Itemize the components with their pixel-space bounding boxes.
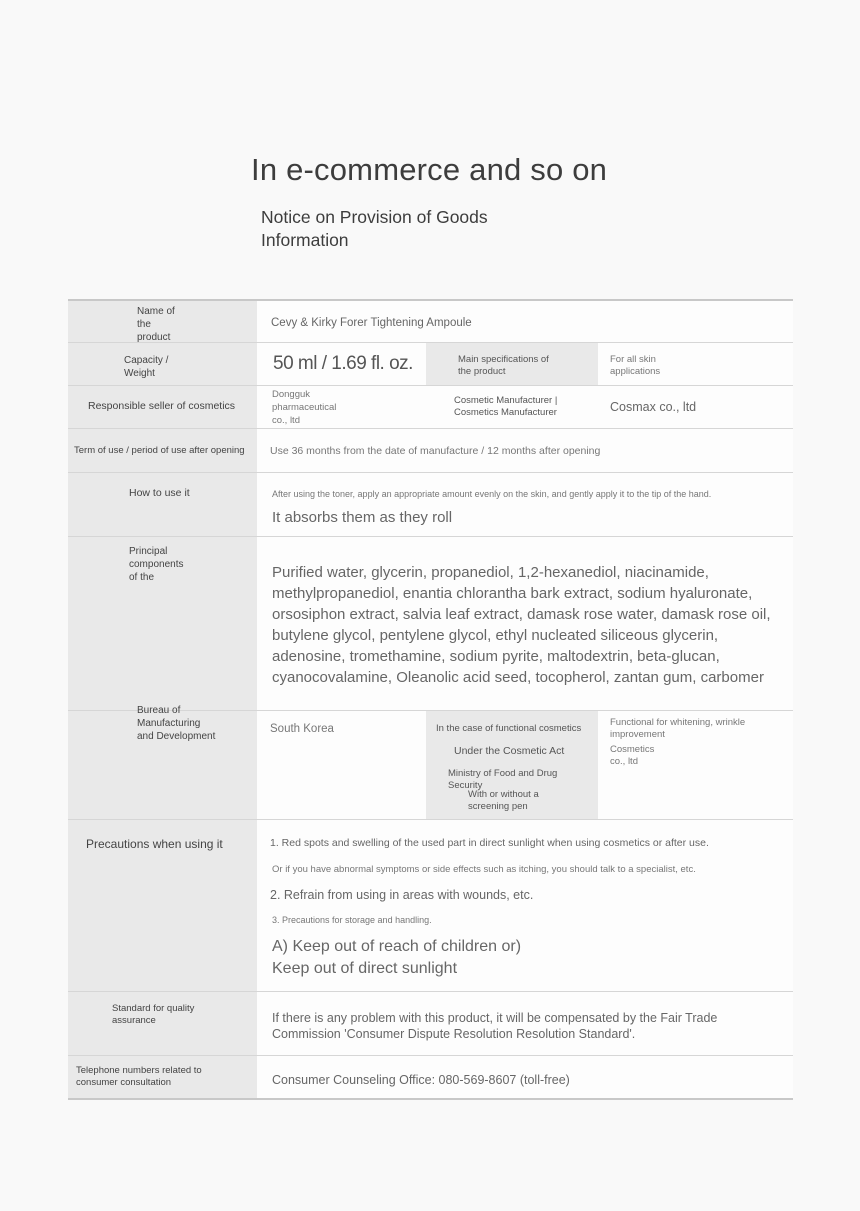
label-seller: Responsible seller of cosmetics [68,386,257,428]
label-main-specifications: Main specifications of the product [426,343,598,385]
row-bureau [68,705,793,820]
value-bureau: South Korea [257,711,426,819]
row-capacity [68,343,793,386]
row-seller [68,386,793,429]
label-principal-components: Principal components of the [68,537,257,710]
row-term-of-use [68,429,793,473]
product-info-table [68,299,793,1100]
value-functional-cosmetics: Functional for whitening, wrinkle improvement Cosmetics co., ltd [598,711,793,819]
label-product-name: Name of the product [68,301,257,342]
page-title: In e-commerce and so on [251,152,608,187]
label-term-of-use: Term of use / period of use after opening [68,429,257,472]
row-principal-components [68,537,793,711]
value-product-name: Cevy & Kirky Forer Tightening Ampoule [257,301,793,342]
label-how-to-use: How to use it [68,473,257,536]
value-consumer-consultation: Consumer Counseling Office: 080-569-8607 (toll-free) [257,1056,793,1098]
value-capacity: 50 ml / 1.69 fl. oz. [257,343,426,385]
page-subtitle: Notice on Provision of Goods Information [261,207,488,250]
row-consumer-consultation [68,1056,793,1098]
value-principal-components: Purified water, glycerin, propanediol, 1,2-hexanediol, niacinamide, methylpropanediol, enantia chlorantha bark extract, sodium hyaluronate, orsosiphon extract, salvia leaf extract, damask rose water, damask rose oil, butylene glycol, pentylene glycol, ethyl nucleated siliceous glycerin, adenosine, tromethamine, sodium pyrite, maltodextrin, beta-glucan, cyanocovalamine, Oleanolic acid seed, tocopherol, zantan gum, carbomer [257,537,793,710]
label-functional-cosmetics: In the case of functional cosmetics Under the Cosmetic Act Ministry of Food and Drug Security With or without a screening pen [426,711,598,819]
label-capacity: Capacity / Weight [68,343,257,385]
label-precautions: Precautions when using it [68,820,257,991]
value-how-to-use: After using the toner, apply an appropriate amount evenly on the skin, and gently apply it to the tip of the hand. It absorbs them as they roll [257,473,793,536]
value-precautions: 1. Red spots and swelling of the used part in direct sunlight when using cosmetics or after use. Or if you have abnormal symptoms or side effects such as itching, you should talk to a specialist, etc. 2. Refrain from using in areas with wounds, etc. 3. Precautions for storage and handling. A) Keep out of reach of children or) Keep out of direct sunlight [257,820,793,991]
value-main-specifications: For all skin applications [598,343,793,385]
value-term-of-use: Use 36 months from the date of manufacture / 12 months after opening [257,429,793,472]
row-product-name [68,301,793,343]
row-how-to-use [68,473,793,537]
label-manufacturer: Cosmetic Manufacturer | Cosmetics Manufacturer [426,386,598,428]
value-quality-assurance: If there is any problem with this product, it will be compensated by the Fair Trade Commission 'Consumer Dispute Resolution Resolution Standard'. [257,992,793,1055]
label-quality-assurance: Standard for quality assurance [68,992,257,1055]
value-manufacturer: Cosmax co., ltd [598,386,793,428]
value-seller: Dongguk pharmaceutical co., ltd [257,386,426,428]
row-quality-assurance [68,992,793,1056]
row-precautions [68,820,793,992]
label-bureau: Bureau of Manufacturing and Development [68,711,257,819]
label-consumer-consultation: Telephone numbers related to consumer consultation [68,1056,257,1098]
